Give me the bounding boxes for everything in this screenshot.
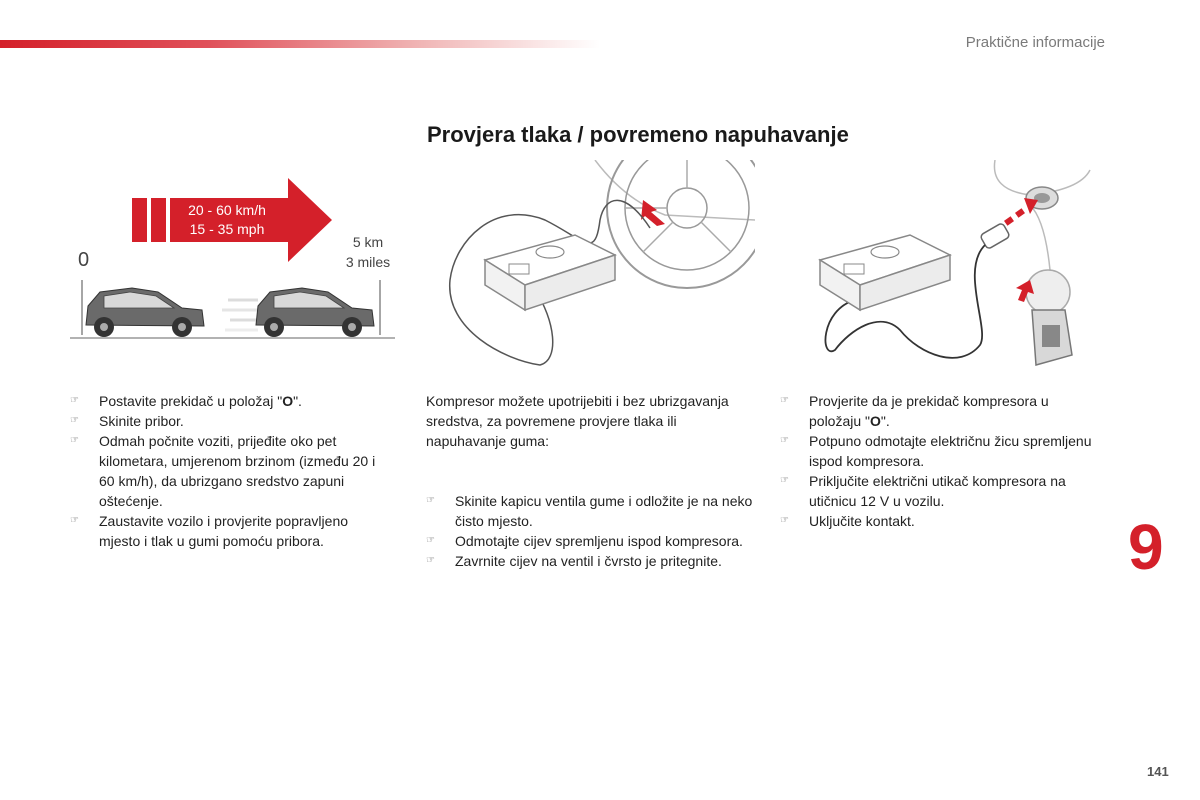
compressor-icon bbox=[485, 235, 615, 310]
distance-miles-label: 3 miles bbox=[345, 254, 391, 270]
speed-bar-2 bbox=[151, 198, 166, 242]
item-text: Odmotajte cijev spremljenu ispod kompresora. bbox=[455, 533, 743, 549]
list-item bbox=[426, 491, 756, 531]
list-item bbox=[70, 391, 390, 411]
list-item bbox=[780, 431, 1100, 471]
item-text: Skinite pribor. bbox=[99, 413, 184, 429]
motion-lines bbox=[222, 300, 258, 330]
car-icon bbox=[86, 288, 204, 337]
item-text: Uključite kontakt. bbox=[809, 513, 915, 529]
instructions-column-3 bbox=[780, 391, 1100, 531]
item-text: Provjerite da je prekidač kompresora u položaju " bbox=[809, 393, 1049, 429]
item-text: Postavite prekidač u položaj " bbox=[99, 393, 283, 409]
item-text: ". bbox=[293, 393, 302, 409]
hand-pointer-icon: ☞ bbox=[426, 535, 435, 546]
compressor-socket-figure bbox=[780, 160, 1110, 375]
instructions-column-1 bbox=[70, 391, 390, 551]
wheel-icon bbox=[595, 160, 755, 288]
speed-distance-figure bbox=[70, 170, 405, 345]
list-item bbox=[780, 391, 1100, 431]
item-text: ". bbox=[880, 413, 890, 429]
header-accent-bar bbox=[0, 40, 600, 48]
list-item bbox=[70, 411, 390, 431]
item-bold: O bbox=[282, 393, 294, 409]
socket-arrow bbox=[1004, 198, 1038, 226]
hand-pointer-icon: ☞ bbox=[780, 515, 789, 526]
hand-pointer-icon: ☞ bbox=[780, 435, 789, 446]
speed-mph-label: 15 - 35 mph bbox=[189, 221, 265, 237]
intro-paragraph: Kompresor možete upotrijebiti i bez ubrizgavanja sredstva, za povremene provjere tlaka ili napuhavanje guma: bbox=[426, 393, 729, 449]
list-item bbox=[426, 531, 756, 551]
hand-pointer-icon: ☞ bbox=[780, 475, 789, 486]
ignition-key-icon bbox=[1016, 270, 1072, 365]
compressor-valve-figure bbox=[425, 160, 755, 375]
compressor-icon bbox=[820, 235, 950, 310]
hand-pointer-icon: ☞ bbox=[426, 495, 435, 506]
instructions-column-2 bbox=[426, 391, 756, 571]
item-text: Zaustavite vozilo i provjerite popravljeno mjesto i tlak u gumi pomoću pribora. bbox=[99, 513, 349, 549]
item-text: Priključite električni utikač kompresora na utičnicu 12 V u vozilu. bbox=[809, 473, 1066, 509]
item-text: Odmah počnite voziti, prijeđite oko pet kilometara, umjerenom brzinom (između 20 i 60 km/h), da ubrizgano sredstvo zapuni oštećenje. bbox=[99, 433, 376, 509]
hand-pointer-icon: ☞ bbox=[426, 555, 435, 566]
list-item bbox=[70, 511, 390, 551]
hand-pointer-icon: ☞ bbox=[70, 515, 79, 526]
hand-pointer-icon: ☞ bbox=[70, 415, 79, 426]
list-item bbox=[426, 551, 756, 571]
item-text: Zavrnite cijev na ventil i čvrsto je pritegnite. bbox=[455, 553, 722, 569]
start-label: 0 bbox=[78, 249, 90, 271]
list-item bbox=[780, 511, 1100, 531]
hand-pointer-icon: ☞ bbox=[70, 435, 79, 446]
page-number: 141 bbox=[1147, 764, 1169, 779]
chapter-number: 9 bbox=[1128, 511, 1164, 583]
item-bold: O bbox=[870, 413, 881, 429]
hand-pointer-icon: ☞ bbox=[780, 395, 789, 406]
speed-kmh-label: 20 - 60 km/h bbox=[188, 202, 266, 218]
hand-pointer-icon: ☞ bbox=[70, 395, 79, 406]
list-item bbox=[780, 471, 1100, 511]
distance-km-label: 5 km bbox=[352, 234, 384, 250]
section-label: Praktične informacije bbox=[965, 34, 1105, 51]
step-list bbox=[780, 391, 1100, 531]
speed-arrow bbox=[170, 178, 332, 262]
item-text: Skinite kapicu ventila gume i odložite je na neko čisto mjesto. bbox=[455, 493, 753, 529]
page-title: Provjera tlaka / povremeno napuhavanje bbox=[427, 122, 849, 147]
car-icon bbox=[256, 288, 374, 337]
item-text: Potpuno odmotajte električnu žicu spremljenu ispod kompresora. bbox=[809, 433, 1092, 469]
list-item bbox=[70, 431, 390, 511]
step-list bbox=[426, 491, 756, 571]
step-list bbox=[70, 391, 390, 551]
speed-bar-1 bbox=[132, 198, 147, 242]
